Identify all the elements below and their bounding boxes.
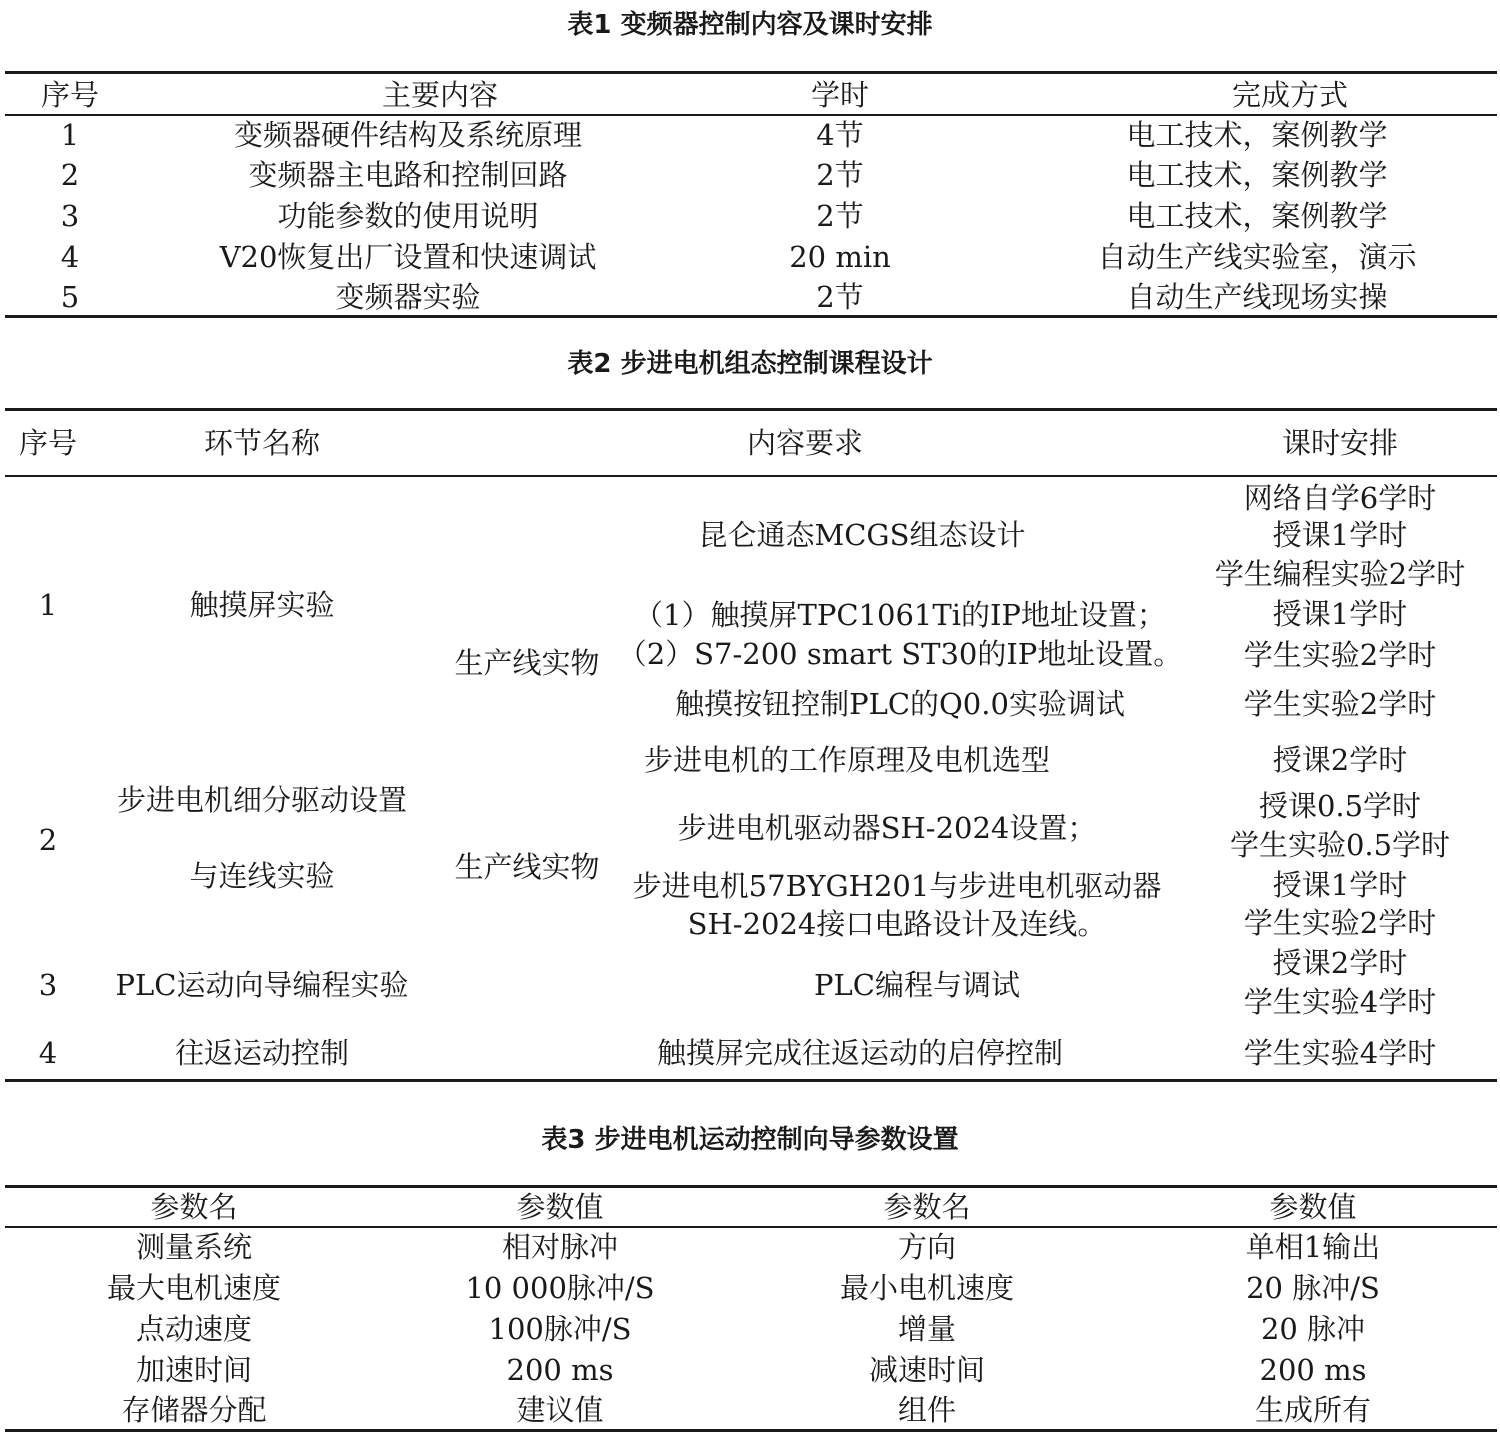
table2-cell-content: SH-2024接口电路设计及连线。 <box>687 907 1107 941</box>
table2-header-no: 序号 <box>18 426 77 460</box>
table3-cell: 最大电机速度 <box>106 1271 281 1305</box>
table1-header-no: 序号 <box>40 78 99 112</box>
table1-title: 表1 变频器控制内容及课时安排 <box>567 10 933 40</box>
table3-cell: 200 ms <box>1259 1353 1367 1387</box>
table3-cell: 20 脉冲 <box>1260 1312 1366 1346</box>
table3-cell: 减速时间 <box>868 1353 985 1387</box>
table1-cell: 1 <box>60 118 80 152</box>
table1-cell: 3 <box>60 199 80 233</box>
table2-header-requirement: 内容要求 <box>746 426 863 460</box>
table2-cell-content: 步进电机驱动器SH-2024设置； <box>677 811 1097 845</box>
table2-cell-content: 触摸屏完成往返运动的启停控制 <box>656 1036 1063 1070</box>
table3-cell: 100脉冲/S <box>488 1312 632 1346</box>
table1-header-content: 主要内容 <box>381 78 498 112</box>
table3-cell: 生成所有 <box>1254 1393 1371 1427</box>
table3-cell: 增量 <box>897 1312 956 1346</box>
table2-cell-hours: 学生实验0.5学时 <box>1229 828 1451 862</box>
table1-cell: 变频器硬件结构及系统原理 <box>233 118 582 152</box>
table3-header-value: 参数值 <box>1269 1190 1357 1224</box>
table2-cell-no: 2 <box>38 823 58 857</box>
table2-cell-stage: 往返运动控制 <box>174 1036 349 1070</box>
table1-cell: 2节 <box>816 158 864 192</box>
table2-cell-hours: 学生实验4学时 <box>1243 985 1437 1019</box>
table2-cell-stage: 与连线实验 <box>189 859 335 893</box>
table1-header-method: 完成方式 <box>1231 78 1348 112</box>
table3-cell: 单相1输出 <box>1245 1230 1381 1264</box>
table1-cell: 自动生产线现场实操 <box>1126 280 1388 314</box>
table2-cell-hours: 学生编程实验2学时 <box>1214 557 1466 591</box>
table3-cell: 最小电机速度 <box>839 1271 1014 1305</box>
table1-cell: 4 <box>60 240 80 274</box>
table1-cell: 电工技术，案例教学 <box>1126 118 1388 152</box>
table3-header-param: 参数名 <box>150 1190 238 1224</box>
table2-cell-content: PLC编程与调试 <box>814 968 1020 1002</box>
table2-cell-hours: 网络自学6学时 <box>1243 481 1437 515</box>
table2-cell-hours: 授课1学时 <box>1272 868 1408 902</box>
table3-cell: 相对脉冲 <box>501 1230 618 1264</box>
table1-cell: 2节 <box>816 199 864 233</box>
table2-cell-hours: 学生实验2学时 <box>1243 638 1437 672</box>
table2-cell-no: 4 <box>38 1036 58 1070</box>
table2-cell-stage: 步进电机细分驱动设置 <box>116 783 407 817</box>
table2-cell-hours: 授课1学时 <box>1272 597 1408 631</box>
table1-cell: 2节 <box>816 280 864 314</box>
table2-cell-category: 生产线实物 <box>454 850 600 884</box>
table2-cell-stage: 触摸屏实验 <box>189 588 335 622</box>
table1-cell: V20恢复出厂设置和快速调试 <box>219 240 597 274</box>
table2-cell-content: 昆仑通态MCGS组态设计 <box>698 518 1026 552</box>
table1-header-hours: 学时 <box>810 78 869 112</box>
table3-cell: 10 000脉冲/S <box>465 1271 655 1305</box>
table2-cell-content: 触摸按钮控制PLC的Q0.0实验调试 <box>675 687 1125 721</box>
table1-cell: 自动生产线实验室，演示 <box>1097 240 1417 274</box>
table1-cell: 电工技术，案例教学 <box>1126 158 1388 192</box>
table2-cell-hours: 授课0.5学时 <box>1258 789 1422 823</box>
table1-cell: 5 <box>60 280 80 314</box>
table3-cell: 加速时间 <box>135 1353 252 1387</box>
table2-cell-category: 生产线实物 <box>454 646 600 680</box>
table2-cell-hours: 学生实验4学时 <box>1243 1036 1437 1070</box>
table3-title: 表3 步进电机运动控制向导参数设置 <box>541 1125 959 1155</box>
table2-bottom-rule <box>5 1079 1497 1082</box>
table3-cell: 20 脉冲/S <box>1246 1271 1380 1305</box>
table1-top-rule <box>5 71 1497 74</box>
table1-cell: 变频器实验 <box>335 280 481 314</box>
table3-cell: 组件 <box>897 1393 956 1427</box>
table3-cell: 测量系统 <box>135 1230 252 1264</box>
table2-cell-hours: 授课1学时 <box>1272 518 1408 552</box>
table1-cell: 4节 <box>816 118 864 152</box>
table2-cell-hours: 学生实验2学时 <box>1243 906 1437 940</box>
table2-header-schedule: 课时安排 <box>1281 426 1398 460</box>
table2-cell-no: 1 <box>38 588 58 622</box>
table3-cell: 存储器分配 <box>121 1393 267 1427</box>
table3-cell: 200 ms <box>506 1353 614 1387</box>
table2-cell-stage: PLC运动向导编程实验 <box>115 968 409 1002</box>
table2-header-rule <box>5 475 1497 477</box>
table3-header-param: 参数名 <box>883 1190 971 1224</box>
table2-cell-hours: 授课2学时 <box>1272 743 1408 777</box>
table3-cell: 建议值 <box>516 1393 604 1427</box>
table1-cell: 变频器主电路和控制回路 <box>248 158 568 192</box>
table2-title: 表2 步进电机组态控制课程设计 <box>567 349 933 379</box>
table1-cell: 20 min <box>789 240 891 274</box>
table2-cell-content: （2）S7-200 smart ST30的IP地址设置。 <box>617 637 1183 671</box>
table2-cell-content: 步进电机57BYGH201与步进电机驱动器 <box>632 869 1162 903</box>
table2-cell-content: （1）触摸屏TPC1061Ti的IP地址设置； <box>634 598 1166 632</box>
table1-cell: 电工技术，案例教学 <box>1126 199 1388 233</box>
table3-header-value: 参数值 <box>516 1190 604 1224</box>
table2-cell-hours: 学生实验2学时 <box>1243 687 1437 721</box>
table2-cell-hours: 授课2学时 <box>1272 946 1408 980</box>
table2-cell-no: 3 <box>38 968 58 1002</box>
table2-top-rule <box>5 408 1497 411</box>
table3-cell: 点动速度 <box>135 1312 252 1346</box>
table2-cell-content: 步进电机的工作原理及电机选型 <box>643 743 1050 777</box>
table3-cell: 方向 <box>897 1230 956 1264</box>
table2-header-stage: 环节名称 <box>203 426 320 460</box>
table1-cell: 功能参数的使用说明 <box>277 199 539 233</box>
table1-cell: 2 <box>60 158 80 192</box>
